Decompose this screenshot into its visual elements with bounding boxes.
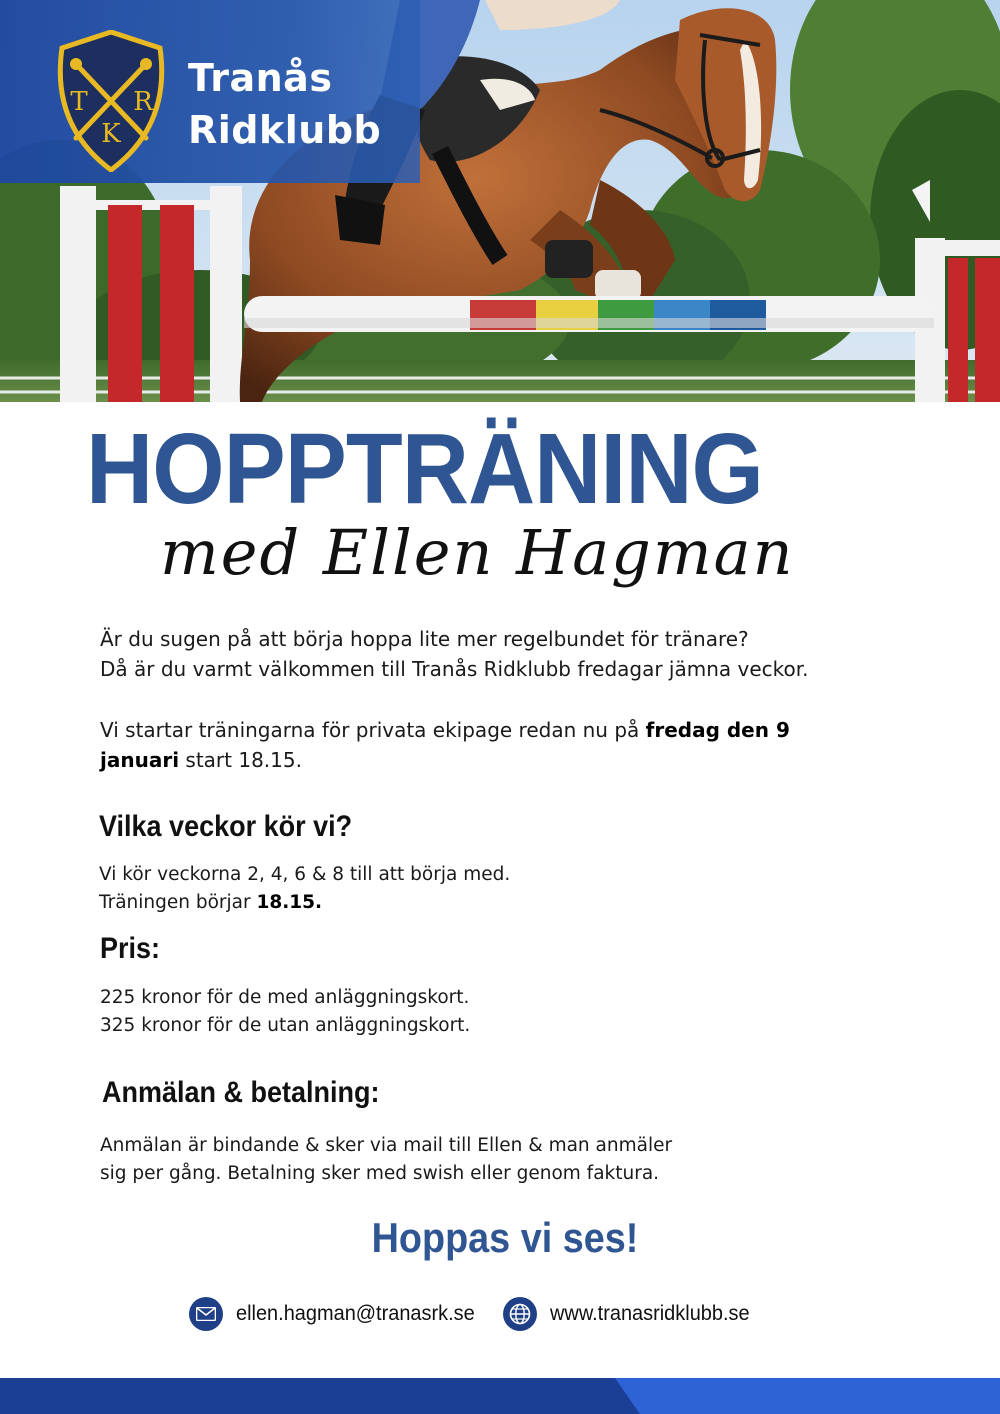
weeks-paragraph xyxy=(99,861,919,917)
start-month-bold: januari xyxy=(100,748,180,772)
start-time: start 18.15. xyxy=(185,748,302,772)
club-name-line1: Tranås xyxy=(188,56,333,100)
price-line2: 325 kronor för de utan anläggningskort. xyxy=(100,1015,471,1036)
weeks-start-time: 18.15. xyxy=(256,892,323,913)
weeks-heading: Vilka veckor kör vi? xyxy=(99,810,353,843)
closing-message: Hoppas vi ses! xyxy=(371,1214,639,1261)
intro-line1: Är du sugen på att börja hoppa lite mer regelbundet för tränare? xyxy=(100,627,749,651)
signup-heading: Anmälan & betalning: xyxy=(102,1076,380,1109)
start-paragraph xyxy=(100,715,920,775)
start-date-bold: fredag den 9 xyxy=(645,718,790,742)
weeks-line1: Vi kör veckorna 2, 4, 6 & 8 till att börja med. xyxy=(99,864,511,885)
logo-letter-k: K xyxy=(101,119,121,149)
globe-icon xyxy=(503,1297,537,1331)
contact-email[interactable] xyxy=(189,1296,487,1332)
signup-line1: Anmälan är bindande & sker via mail till Ellen & man anmäler xyxy=(100,1135,673,1156)
intro-line2: Då är du varmt välkommen till Tranås Ridklubb fredagar jämna veckor. xyxy=(100,657,809,681)
contact-website[interactable] xyxy=(503,1296,760,1332)
signup-line2: sig per gång. Betalning sker med swish eller genom faktura. xyxy=(100,1163,660,1184)
intro-paragraph xyxy=(100,624,920,684)
price-paragraph xyxy=(100,984,920,1040)
logo-letter-t: T xyxy=(70,87,88,117)
email-address[interactable]: ellen.hagman@tranasrk.se xyxy=(236,1302,475,1325)
page-title: HOPPTRÄNING xyxy=(86,413,763,525)
start-text: Vi startar träningarna för privata ekipage redan nu på xyxy=(100,718,640,742)
logo-letter-r: R xyxy=(133,87,153,117)
signup-paragraph xyxy=(100,1132,920,1188)
club-name-line2: Ridklubb xyxy=(188,108,382,152)
price-line1: 225 kronor för de med anläggningskort. xyxy=(100,987,470,1008)
website-address[interactable]: www.tranasridklubb.se xyxy=(550,1302,750,1325)
footer-bar xyxy=(0,1378,1000,1414)
club-name xyxy=(188,52,381,156)
weeks-line2-text: Träningen börjar xyxy=(99,892,251,913)
price-heading: Pris: xyxy=(100,932,161,965)
mail-icon xyxy=(189,1297,223,1331)
hero-photo xyxy=(0,0,1000,402)
club-logo-shield xyxy=(54,30,168,172)
subtitle-script: med Ellen Hagman xyxy=(160,516,795,589)
